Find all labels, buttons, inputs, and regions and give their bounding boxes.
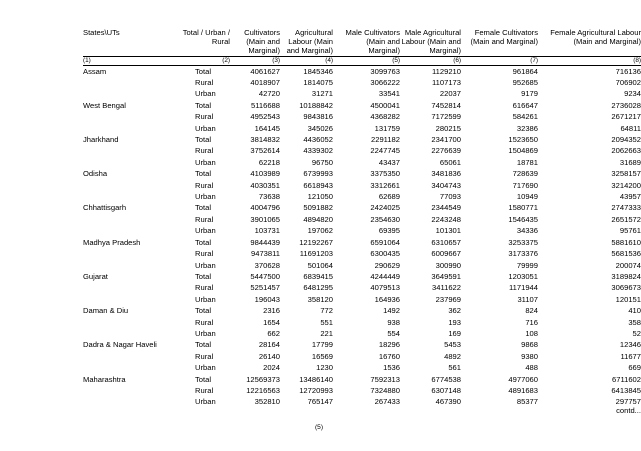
agricultural-labour-cell: 765147 [307,397,333,407]
state-name-cell [83,328,179,339]
cultivators-cell: 4952543 [250,112,280,122]
female-cultivators-cell: 824 [525,306,538,316]
female-agricultural-labour-cell: 2736028 [611,100,641,110]
cultivators-cell: 5447500 [250,271,280,281]
header-agricultural-labour: Agricultural Labour (Main and Marginal) [280,28,333,56]
table-row [83,214,641,225]
table-row [83,237,641,248]
cultivators-cell: 2024 [263,363,280,373]
male-cultivators-cell: 2424025 [370,203,400,213]
female-cultivators-cell: 85377 [516,397,538,407]
male-agricultural-labour-cell: 6009667 [431,249,461,259]
column-index: (1) [83,56,179,65]
female-cultivators-cell: 18781 [516,157,538,167]
male-cultivators-cell: 2247745 [370,146,400,156]
cultivators-cell: 9473811 [251,249,280,259]
state-name-cell [83,225,179,236]
female-cultivators-cell: 728639 [512,169,538,179]
female-agricultural-labour-cell: 297757 [615,397,641,407]
female-agricultural-labour-cell: 3214200 [611,180,641,190]
header-cultivators: Cultivators (Main and Marginal) [230,28,280,56]
cultivators-cell: 4004796 [250,203,280,213]
area-type-cell: Rural [195,249,214,259]
female-cultivators-cell: 952685 [512,78,538,88]
female-agricultural-labour-cell: 2747333 [611,203,641,213]
state-name-cell [83,145,179,156]
area-type-cell: Urban [195,123,216,133]
female-agricultural-labour-cell: 64811 [620,123,641,133]
agricultural-labour-cell: 13486140 [299,374,333,384]
agricultural-labour-cell: 501064 [307,260,333,270]
male-agricultural-labour-cell: 7452814 [431,100,461,110]
table-row [83,282,641,293]
female-agricultural-labour-cell: 669 [628,363,641,373]
area-type-cell: Rural [195,351,214,361]
table-row [83,134,641,145]
female-cultivators-cell: 584261 [512,112,538,122]
female-agricultural-labour-cell: 43957 [619,192,641,202]
table-row [83,225,641,236]
area-type-cell: Total [195,100,212,110]
male-cultivators-cell: 1536 [383,363,400,373]
column-index: (3) [230,56,280,65]
female-cultivators-cell: 9868 [521,340,538,350]
male-cultivators-cell: 3312661 [370,180,400,190]
page-number: (5) [314,424,324,431]
state-name-cell [83,351,179,362]
female-agricultural-labour-cell: 2094352 [611,135,641,145]
female-cultivators-cell: 961864 [512,66,538,76]
table-row [83,317,641,328]
table-row [83,374,641,385]
female-agricultural-labour-cell: 3258157 [611,169,641,179]
female-cultivators-cell: 4977060 [508,374,538,384]
state-name-cell [83,294,179,305]
cultivators-cell: 12216563 [246,385,280,395]
area-type-cell: Total [195,271,212,281]
cultivators-cell: 3752614 [250,146,280,156]
table-row [83,294,641,305]
column-index: (4) [280,56,333,65]
female-agricultural-labour-cell: 11677 [620,351,641,361]
cultivators-cell: 164145 [254,123,280,133]
table-row [83,191,641,202]
area-type-cell: Rural [195,283,214,293]
header-state: States\UTs [83,28,179,56]
table-row [83,339,641,350]
cultivators-cell: 3814832 [250,135,280,145]
agricultural-labour-cell: 121050 [307,192,333,202]
header-male-agricultural-labour: Male Agricultural Labour (Main and Marginal) [401,28,461,56]
agricultural-labour-cell: 11691203 [299,249,333,259]
table-row [83,180,641,191]
cultivators-cell: 5251457 [250,283,280,293]
state-name-cell [83,77,179,88]
area-type-cell: Total [195,135,212,145]
male-agricultural-labour-cell: 5453 [444,340,461,350]
male-agricultural-labour-cell: 7172599 [431,112,461,122]
male-cultivators-cell: 16760 [378,351,400,361]
agricultural-labour-cell: 9843816 [303,112,333,122]
cultivators-cell: 370628 [254,260,280,270]
male-agricultural-labour-cell: 3411622 [432,283,461,293]
column-index: (5) [333,56,400,65]
male-cultivators-cell: 3099763 [370,66,400,76]
male-agricultural-labour-cell: 2243248 [431,214,461,224]
male-agricultural-labour-cell: 2341700 [431,135,461,145]
area-type-cell: Total [195,66,212,76]
agricultural-labour-cell: 10188842 [299,100,333,110]
female-cultivators-cell: 1203051 [508,271,538,281]
male-agricultural-labour-cell: 1129210 [432,66,461,76]
agricultural-labour-cell: 31271 [311,89,333,99]
state-name-cell [83,123,179,134]
cultivators-cell: 196043 [254,294,280,304]
female-agricultural-labour-cell: 5681536 [611,249,641,259]
state-name-cell: West Bengal [83,100,126,110]
state-name-cell: Dadra & Nagar Haveli [83,340,157,350]
cultivators-cell: 4103989 [250,169,280,179]
table-row [83,145,641,156]
cultivators-cell: 4061627 [250,66,280,76]
area-type-cell: Urban [195,397,216,407]
male-cultivators-cell: 7592313 [370,374,400,384]
table-row [83,202,641,213]
state-name-cell [83,111,179,122]
female-agricultural-labour-cell: 9234 [624,89,641,99]
column-index: (7) [461,56,538,65]
female-cultivators-cell: 1171944 [509,283,538,293]
table-row [83,271,641,282]
column-index: (2) [179,56,230,65]
male-agricultural-labour-cell: 77093 [439,192,461,202]
data-table-sheet [83,28,641,408]
male-cultivators-cell: 18296 [378,340,400,350]
state-name-cell: Gujarat [83,271,108,281]
female-agricultural-labour-cell: 2062663 [611,146,641,156]
agricultural-labour-cell: 5091882 [303,203,333,213]
header-female-agricultural-labour: Female Agricultural Labour (Main and Marginal) [538,28,641,56]
agricultural-labour-cell: 4339302 [303,146,333,156]
table-row [83,362,641,373]
table-body [83,65,641,408]
male-agricultural-labour-cell: 6774538 [431,374,461,384]
female-cultivators-cell: 79999 [516,260,538,270]
male-agricultural-labour-cell: 193 [448,317,461,327]
agricultural-labour-cell: 6739993 [303,169,333,179]
female-cultivators-cell: 1546435 [508,214,538,224]
male-cultivators-cell: 938 [387,317,400,327]
agricultural-labour-cell: 6618943 [303,180,333,190]
table-row [83,168,641,179]
female-cultivators-cell: 1504869 [508,146,538,156]
cultivators-cell: 4018907 [250,78,280,88]
male-cultivators-cell: 2291182 [371,135,400,145]
state-name-cell [83,362,179,373]
male-agricultural-labour-cell: 280215 [435,123,461,133]
male-agricultural-labour-cell: 3649591 [431,271,461,281]
table-row [83,100,641,111]
state-name-cell [83,282,179,293]
male-agricultural-labour-cell: 4892 [444,351,461,361]
table-row [83,111,641,122]
female-cultivators-cell: 616647 [512,100,538,110]
table-row [83,305,641,316]
header-female-cultivators: Female Cultivators (Main and Marginal) [461,28,538,56]
female-agricultural-labour-cell: 716136 [615,66,641,76]
female-cultivators-cell: 34336 [516,226,538,236]
area-type-cell: Total [195,340,212,350]
female-agricultural-labour-cell: 2651572 [611,214,641,224]
male-agricultural-labour-cell: 467390 [435,397,461,407]
column-index-row [83,56,641,65]
area-type-cell: Total [195,237,212,247]
male-agricultural-labour-cell: 300990 [435,260,461,270]
state-name-cell [83,385,179,396]
female-cultivators-cell: 9380 [521,351,538,361]
state-name-cell [83,191,179,202]
table-row [83,88,641,99]
cultivators-cell: 26140 [258,351,280,361]
male-cultivators-cell: 62689 [378,192,400,202]
male-cultivators-cell: 2354630 [370,214,400,224]
workers-table [83,28,641,408]
female-cultivators-cell: 32386 [516,123,538,133]
male-cultivators-cell: 69395 [378,226,400,236]
header-type: Total / Urban / Rural [179,28,230,56]
female-agricultural-labour-cell: 52 [632,328,641,338]
male-cultivators-cell: 4500041 [370,100,400,110]
state-name-cell [83,88,179,99]
area-type-cell: Urban [195,328,216,338]
female-cultivators-cell: 716 [525,317,538,327]
cultivators-cell: 3901065 [250,214,280,224]
male-cultivators-cell: 131759 [374,123,400,133]
state-name-cell [83,157,179,168]
agricultural-labour-cell: 6481295 [303,283,333,293]
cultivators-cell: 352810 [254,397,280,407]
cultivators-cell: 42720 [258,89,280,99]
state-name-cell: Odisha [83,169,108,179]
column-index: (6) [400,56,461,65]
table-row [83,157,641,168]
female-agricultural-labour-cell: 5881610 [611,237,641,247]
cultivators-cell: 28164 [258,340,280,350]
cultivators-cell: 103731 [254,226,280,236]
cultivators-cell: 62218 [258,157,280,167]
cultivators-cell: 12569373 [246,374,280,384]
male-cultivators-cell: 1492 [383,306,400,316]
male-agricultural-labour-cell: 101301 [435,226,461,236]
female-cultivators-cell: 31107 [517,294,538,304]
header-male-cultivators: Male Cultivators (Main and Marginal) [333,28,400,56]
male-agricultural-labour-cell: 6307148 [431,385,461,395]
male-cultivators-cell: 164936 [374,294,400,304]
male-cultivators-cell: 290629 [374,260,400,270]
agricultural-labour-cell: 96750 [311,157,333,167]
male-agricultural-labour-cell: 169 [448,328,461,338]
state-name-cell [83,260,179,271]
area-type-cell: Rural [195,146,214,156]
agricultural-labour-cell: 1230 [316,363,333,373]
male-cultivators-cell: 3066222 [370,78,400,88]
area-type-cell: Urban [195,192,216,202]
cultivators-cell: 4030351 [250,180,280,190]
male-agricultural-labour-cell: 2344549 [431,203,461,213]
male-agricultural-labour-cell: 2276639 [431,146,461,156]
area-type-cell: Rural [195,180,214,190]
cultivators-cell: 2316 [263,306,280,316]
agricultural-labour-cell: 17799 [311,340,333,350]
cultivators-cell: 5116688 [251,100,280,110]
female-cultivators-cell: 108 [525,328,538,338]
state-name-cell: Maharashtra [83,374,126,384]
state-name-cell [83,180,179,191]
state-name-cell: Jharkhand [83,135,119,145]
female-cultivators-cell: 1580771 [508,203,538,213]
state-name-cell [83,317,179,328]
female-agricultural-labour-cell: 706902 [615,78,641,88]
area-type-cell: Urban [195,89,216,99]
female-agricultural-labour-cell: 95761 [619,226,641,236]
agricultural-labour-cell: 6839415 [303,271,333,281]
female-agricultural-labour-cell: 6413845 [611,385,641,395]
male-cultivators-cell: 43437 [378,157,400,167]
agricultural-labour-cell: 221 [320,328,333,338]
table-row [83,77,641,88]
female-agricultural-labour-cell: 200074 [615,260,641,270]
table-row [83,123,641,134]
female-agricultural-labour-cell: 358 [628,317,641,327]
male-agricultural-labour-cell: 22037 [439,89,461,99]
area-type-cell: Total [195,169,212,179]
female-cultivators-cell: 3173376 [508,249,538,259]
agricultural-labour-cell: 197062 [307,226,333,236]
female-agricultural-labour-cell: 31689 [619,157,641,167]
male-agricultural-labour-cell: 65061 [439,157,461,167]
state-name-cell [83,214,179,225]
area-type-cell: Rural [195,214,214,224]
state-name-cell: Chhattisgarh [83,203,127,213]
male-cultivators-cell: 7324880 [370,385,400,395]
male-cultivators-cell: 4244449 [370,271,400,281]
continued-note: contd... [616,406,641,415]
area-type-cell: Urban [195,226,216,236]
area-type-cell: Rural [195,385,214,395]
female-cultivators-cell: 9179 [521,89,538,99]
male-cultivators-cell: 267433 [374,397,400,407]
area-type-cell: Urban [195,294,216,304]
male-cultivators-cell: 6591064 [370,237,400,247]
table-row [83,260,641,271]
area-type-cell: Rural [195,112,214,122]
male-cultivators-cell: 4368282 [370,112,400,122]
area-type-cell: Total [195,306,212,316]
state-name-cell: Assam [83,66,107,76]
agricultural-labour-cell: 4894820 [303,214,333,224]
male-cultivators-cell: 554 [387,328,400,338]
area-type-cell: Urban [195,363,216,373]
agricultural-labour-cell: 772 [320,306,333,316]
female-cultivators-cell: 1523650 [508,135,538,145]
cultivators-cell: 1654 [263,317,280,327]
area-type-cell: Total [195,203,212,213]
male-cultivators-cell: 6300435 [370,249,400,259]
male-agricultural-labour-cell: 3481836 [431,169,461,179]
cultivators-cell: 662 [267,328,280,338]
table-row [83,385,641,396]
cultivators-cell: 9844439 [250,237,280,247]
male-agricultural-labour-cell: 3404743 [431,180,461,190]
female-cultivators-cell: 717690 [512,180,538,190]
table-row [83,351,641,362]
male-agricultural-labour-cell: 237969 [435,294,461,304]
agricultural-labour-cell: 12192267 [299,237,333,247]
female-agricultural-labour-cell: 410 [628,306,641,316]
female-cultivators-cell: 4891683 [508,385,538,395]
table-row [83,65,641,77]
agricultural-labour-cell: 4436052 [303,135,333,145]
state-name-cell: Daman & Diu [83,306,129,316]
state-name-cell [83,248,179,259]
female-agricultural-labour-cell: 12346 [619,340,641,350]
area-type-cell: Urban [195,157,216,167]
male-cultivators-cell: 33541 [378,89,400,99]
male-agricultural-labour-cell: 6310657 [431,237,461,247]
agricultural-labour-cell: 358120 [307,294,333,304]
female-agricultural-labour-cell: 120151 [615,294,641,304]
area-type-cell: Rural [195,78,214,88]
table-row [83,328,641,339]
area-type-cell: Rural [195,317,214,327]
female-agricultural-labour-cell: 2671217 [611,112,641,122]
state-name-cell: Madhya Pradesh [83,237,141,247]
female-agricultural-labour-cell: 6711602 [612,374,641,384]
area-type-cell: Total [195,374,212,384]
agricultural-labour-cell: 16569 [311,351,333,361]
agricultural-labour-cell: 1845346 [303,66,333,76]
male-agricultural-labour-cell: 1107173 [432,78,461,88]
male-agricultural-labour-cell: 362 [448,306,461,316]
agricultural-labour-cell: 1814075 [303,78,333,88]
table-row [83,248,641,259]
agricultural-labour-cell: 551 [320,317,333,327]
agricultural-labour-cell: 12720993 [299,385,333,395]
column-index: (8) [538,56,641,65]
female-cultivators-cell: 488 [525,363,538,373]
cultivators-cell: 73638 [258,192,280,202]
female-cultivators-cell: 10949 [516,192,538,202]
male-cultivators-cell: 4079513 [370,283,400,293]
header-row [83,28,641,56]
male-cultivators-cell: 3375350 [370,169,400,179]
area-type-cell: Urban [195,260,216,270]
female-cultivators-cell: 3253375 [508,237,538,247]
female-agricultural-labour-cell: 3189824 [611,271,641,281]
agricultural-labour-cell: 345026 [307,123,333,133]
female-agricultural-labour-cell: 3069673 [611,283,641,293]
male-agricultural-labour-cell: 561 [448,363,461,373]
